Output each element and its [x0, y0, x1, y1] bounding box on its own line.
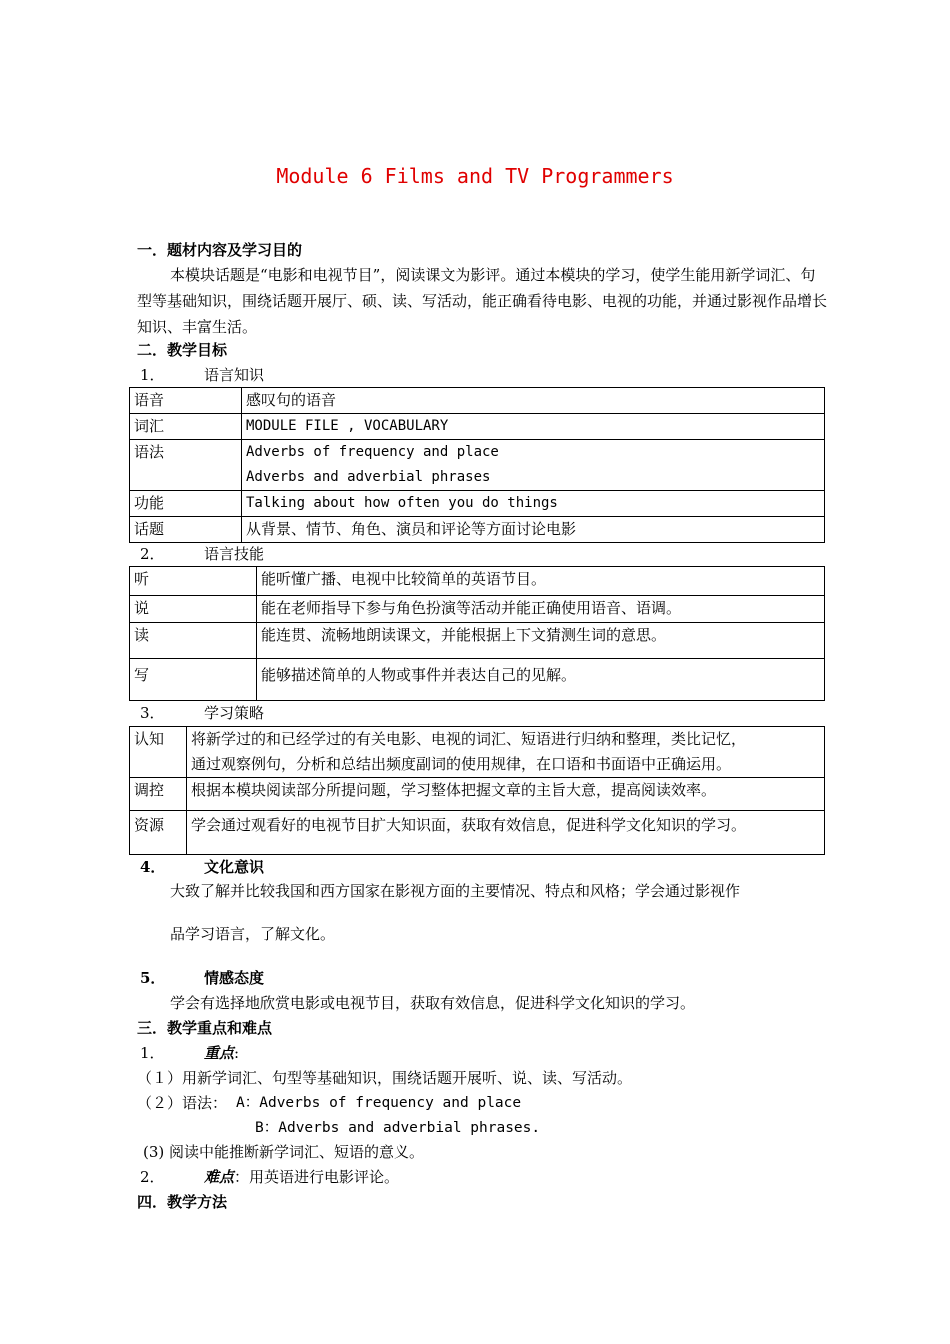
table-cell-value: 从背景、情节、角色、演员和评论等方面讨论电影	[242, 517, 825, 543]
table-cell-value: 根据本模块阅读部分所提问题，学习整体把握文章的主旨大意，提高阅读效率。	[187, 778, 825, 811]
grammar-line-1: Adverbs of frequency and place	[246, 444, 499, 460]
table-cell-value	[187, 727, 825, 778]
table-cell-key: 说	[130, 596, 257, 623]
table-row	[130, 491, 825, 517]
sub-5-label: 情感态度	[204, 969, 265, 987]
culture-paragraph-line-2: 品学习语言，了解文化。	[170, 925, 336, 943]
cognition-line-2: 通过观察例句，分析和总结出频度副词的使用规律，在口语和书面语中正确运用。	[191, 755, 732, 773]
page-title: Module 6 Films and TV Programmers	[276, 164, 674, 188]
table-row	[130, 623, 825, 659]
key-point-colon: :	[234, 1044, 240, 1062]
grammar-line-2: Adverbs and adverbial phrases	[246, 469, 491, 485]
table-cell-value: 能够描述简单的人物或事件并表达自己的见解。	[257, 659, 825, 701]
sub-4-number: 4．	[140, 858, 166, 876]
sub-2-label: 语言技能	[204, 545, 265, 563]
table-cell-key: 话题	[130, 517, 242, 543]
key-point-item-1: （１）用新学词汇、句型等基础知识，围绕话题开展听、说、读、写活动。	[137, 1069, 633, 1087]
key-point-number: 1．	[140, 1044, 165, 1062]
section-1-paragraph: 本模块话题是“电影和电视节目”，阅读课文为影评。通过本模块的学习，使学生能用新学词汇、句型等基础知识，围绕话题开展厅、硕、读、写活动，能正确看待电影、电视的功能，并通过影视作品增长知识、丰富生活。	[137, 266, 828, 336]
table-cell-value: 感叹句的语音	[242, 388, 825, 414]
table-cell-value: 能连贯、流畅地朗读课文，并能根据上下文猜测生词的意思。	[257, 623, 825, 659]
learning-strategy-table	[129, 726, 825, 855]
table-row	[130, 414, 825, 440]
table-cell-key: 功能	[130, 491, 242, 517]
table-cell-value: MODULE FILE , VOCABULARY	[242, 414, 825, 440]
table-row	[130, 659, 825, 701]
table-cell-key: 词汇	[130, 414, 242, 440]
sub-4-label: 文化意识	[204, 858, 265, 876]
table-cell-key: 写	[130, 659, 257, 701]
table-cell-key: 听	[130, 567, 257, 596]
language-knowledge-table	[129, 387, 825, 543]
table-cell-value	[242, 440, 825, 491]
key-point-item-2b: B：Adverbs and adverbial phrases.	[255, 1120, 541, 1136]
sub-3-label: 学习策略	[204, 704, 265, 722]
table-cell-key: 认知	[130, 727, 187, 778]
difficult-point-number: 2．	[140, 1168, 165, 1186]
table-cell-key: 调控	[130, 778, 187, 811]
attitude-paragraph: 学会有选择地欣赏电影或电视节目，获取有效信息，促进科学文化知识的学习。	[170, 994, 696, 1012]
sub-1-number: 1．	[140, 366, 165, 384]
sub-5-number: 5．	[140, 969, 166, 987]
table-row	[130, 811, 825, 855]
key-point-label: 重点	[204, 1044, 235, 1062]
table-cell-value: 能听懂广播、电视中比较简单的英语节目。	[257, 567, 825, 596]
table-cell-value: 学会通过观看好的电视节目扩大知识面，获取有效信息，促进科学文化知识的学习。	[187, 811, 825, 855]
section-3-heading: 三．教学重点和难点	[137, 1019, 273, 1037]
table-cell-key: 语法	[130, 440, 242, 491]
section-1-heading: 一．题材内容及学习目的	[137, 241, 303, 259]
table-cell-key: 资源	[130, 811, 187, 855]
table-row	[130, 727, 825, 778]
table-row	[130, 567, 825, 596]
section-2-heading: 二．教学目标	[137, 341, 228, 359]
key-point-item-3: (3) 阅读中能推断新学词汇、短语的意义。	[143, 1143, 425, 1161]
table-row	[130, 388, 825, 414]
language-skills-table	[129, 566, 825, 701]
table-row	[130, 517, 825, 543]
sub-3-number: 3．	[140, 704, 165, 722]
sub-1-label: 语言知识	[204, 366, 265, 384]
key-point-item-2-label: （２）语法：	[137, 1094, 228, 1112]
difficult-point-label: 难点	[204, 1168, 235, 1186]
table-cell-key: 读	[130, 623, 257, 659]
table-cell-value: Talking about how often you do things	[242, 491, 825, 517]
table-row	[130, 596, 825, 623]
table-cell-value: 能在老师指导下参与角色扮演等活动并能正确使用语音、语调。	[257, 596, 825, 623]
table-cell-key: 语音	[130, 388, 242, 414]
table-row	[130, 440, 825, 491]
sub-2-number: 2．	[140, 545, 165, 563]
culture-paragraph-line-1: 大致了解并比较我国和西方国家在影视方面的主要情况、特点和风格；学会通过影视作	[170, 882, 741, 900]
section-4-heading: 四．教学方法	[137, 1193, 228, 1211]
difficult-point-group	[204, 1167, 399, 1187]
key-point-label-group	[204, 1043, 239, 1063]
key-point-item-2a: A：Adverbs of frequency and place	[236, 1095, 522, 1111]
table-row	[130, 778, 825, 811]
difficult-point-text: ：用英语进行电影评论。	[234, 1168, 400, 1186]
cognition-line-1: 将新学过的和已经学过的有关电影、电视的词汇、短语进行归纳和整理，类比记忆，	[191, 730, 747, 748]
